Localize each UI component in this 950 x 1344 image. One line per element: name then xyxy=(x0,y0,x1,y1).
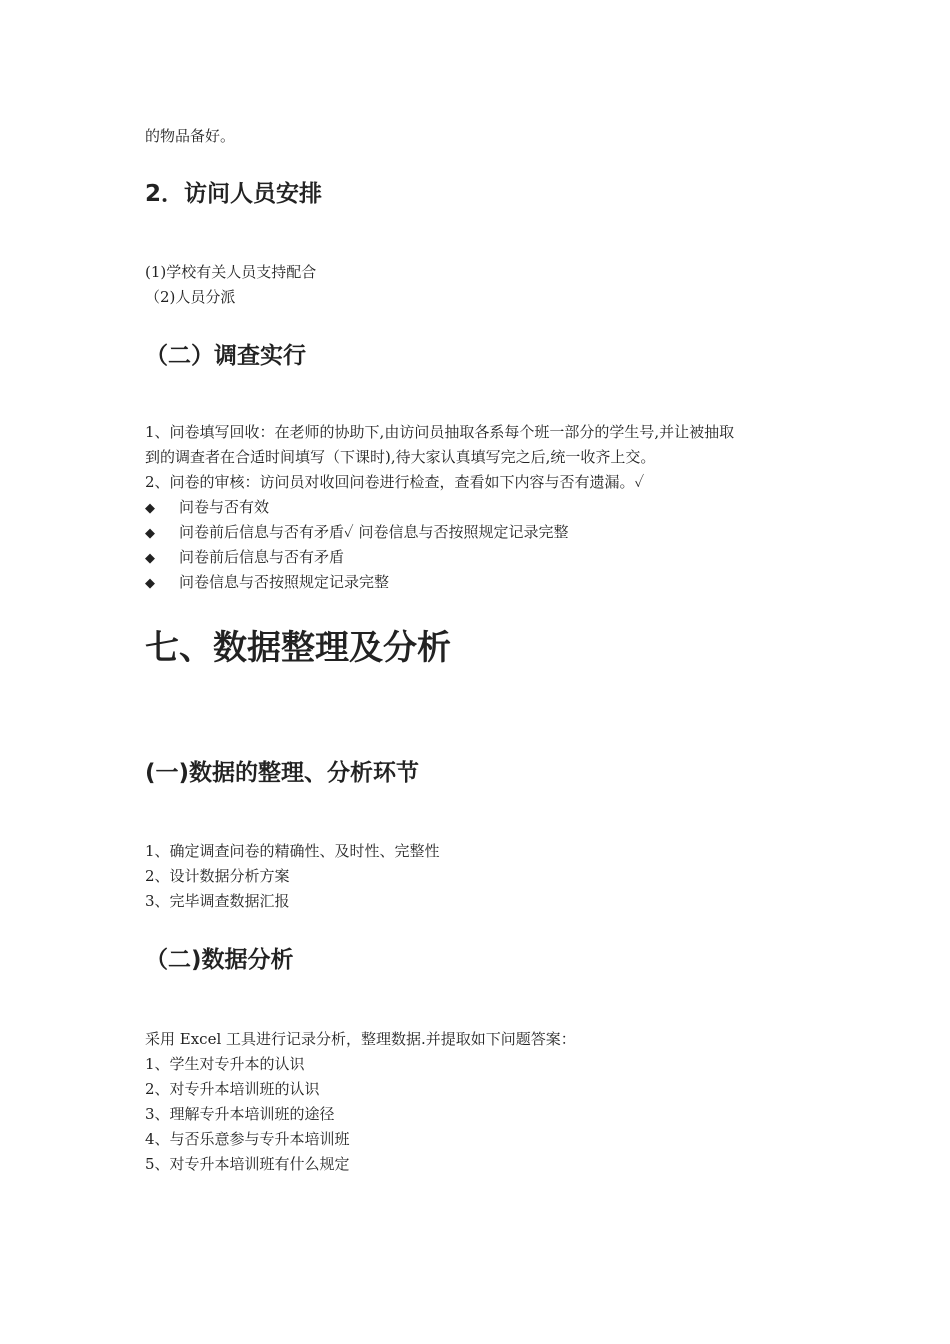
bullet-text: 问卷信息与否按照规定记录完整 xyxy=(179,573,390,591)
bullet-text: 问卷前后信息与否有矛盾✓ 问卷信息与否按照规定记录完整 xyxy=(179,523,569,541)
diamond-bullet-icon: ◆ xyxy=(145,501,155,516)
text-line: 4、与否乐意参与专升本培训班 xyxy=(145,1130,350,1148)
section-heading: （二)数据分析 xyxy=(145,947,294,973)
text-line: 1、问卷填写回收：在老师的协助下,由访问员抽取各系每个班一部分的学生号,并让被抽取 xyxy=(145,423,735,441)
section-heading: （二）调查实行 xyxy=(145,343,306,369)
bullet-text: 问卷前后信息与否有矛盾 xyxy=(179,548,345,566)
bullet-item xyxy=(145,522,568,544)
diamond-bullet-icon: ◆ xyxy=(145,576,155,591)
text-line: 2、设计数据分析方案 xyxy=(145,867,290,885)
section-heading: (一)数据的整理、分析环节 xyxy=(145,760,420,786)
text-line: 3、完毕调查数据汇报 xyxy=(145,892,290,910)
text-line: 5、对专升本培训班有什么规定 xyxy=(145,1155,350,1173)
text-line: 采用 Excel 工具进行记录分析，整理数据.并提取如下问题答案： xyxy=(145,1030,576,1048)
text-line: 1、确定调查问卷的精确性、及时性、完整性 xyxy=(145,842,440,860)
section-heading: 2．访问人员安排 xyxy=(145,181,323,207)
bullet-item xyxy=(145,572,389,594)
chapter-heading: 七、数据整理及分析 xyxy=(145,628,451,668)
text-line: （2)人员分派 xyxy=(145,288,236,306)
text-line: 到的调查者在合适时间填写（下课时),待大家认真填写完之后,统一收齐上交。 xyxy=(145,448,656,466)
text-line: 1、学生对专升本的认识 xyxy=(145,1055,305,1073)
text-line: 2、对专升本培训班的认识 xyxy=(145,1080,320,1098)
bullet-text: 问卷与否有效 xyxy=(179,498,270,516)
text-line: (1)学校有关人员支持配合 xyxy=(145,263,317,281)
diamond-bullet-icon: ◆ xyxy=(145,526,155,541)
diamond-bullet-icon: ◆ xyxy=(145,551,155,566)
text-line: 2、问卷的审核：访问员对收回问卷进行检查，查看如下内容与否有遗漏。✓ xyxy=(145,473,645,491)
text-line: 的物品备好。 xyxy=(145,127,236,145)
text-line: 3、理解专升本培训班的途径 xyxy=(145,1105,335,1123)
bullet-item xyxy=(145,497,269,519)
bullet-item xyxy=(145,547,344,569)
